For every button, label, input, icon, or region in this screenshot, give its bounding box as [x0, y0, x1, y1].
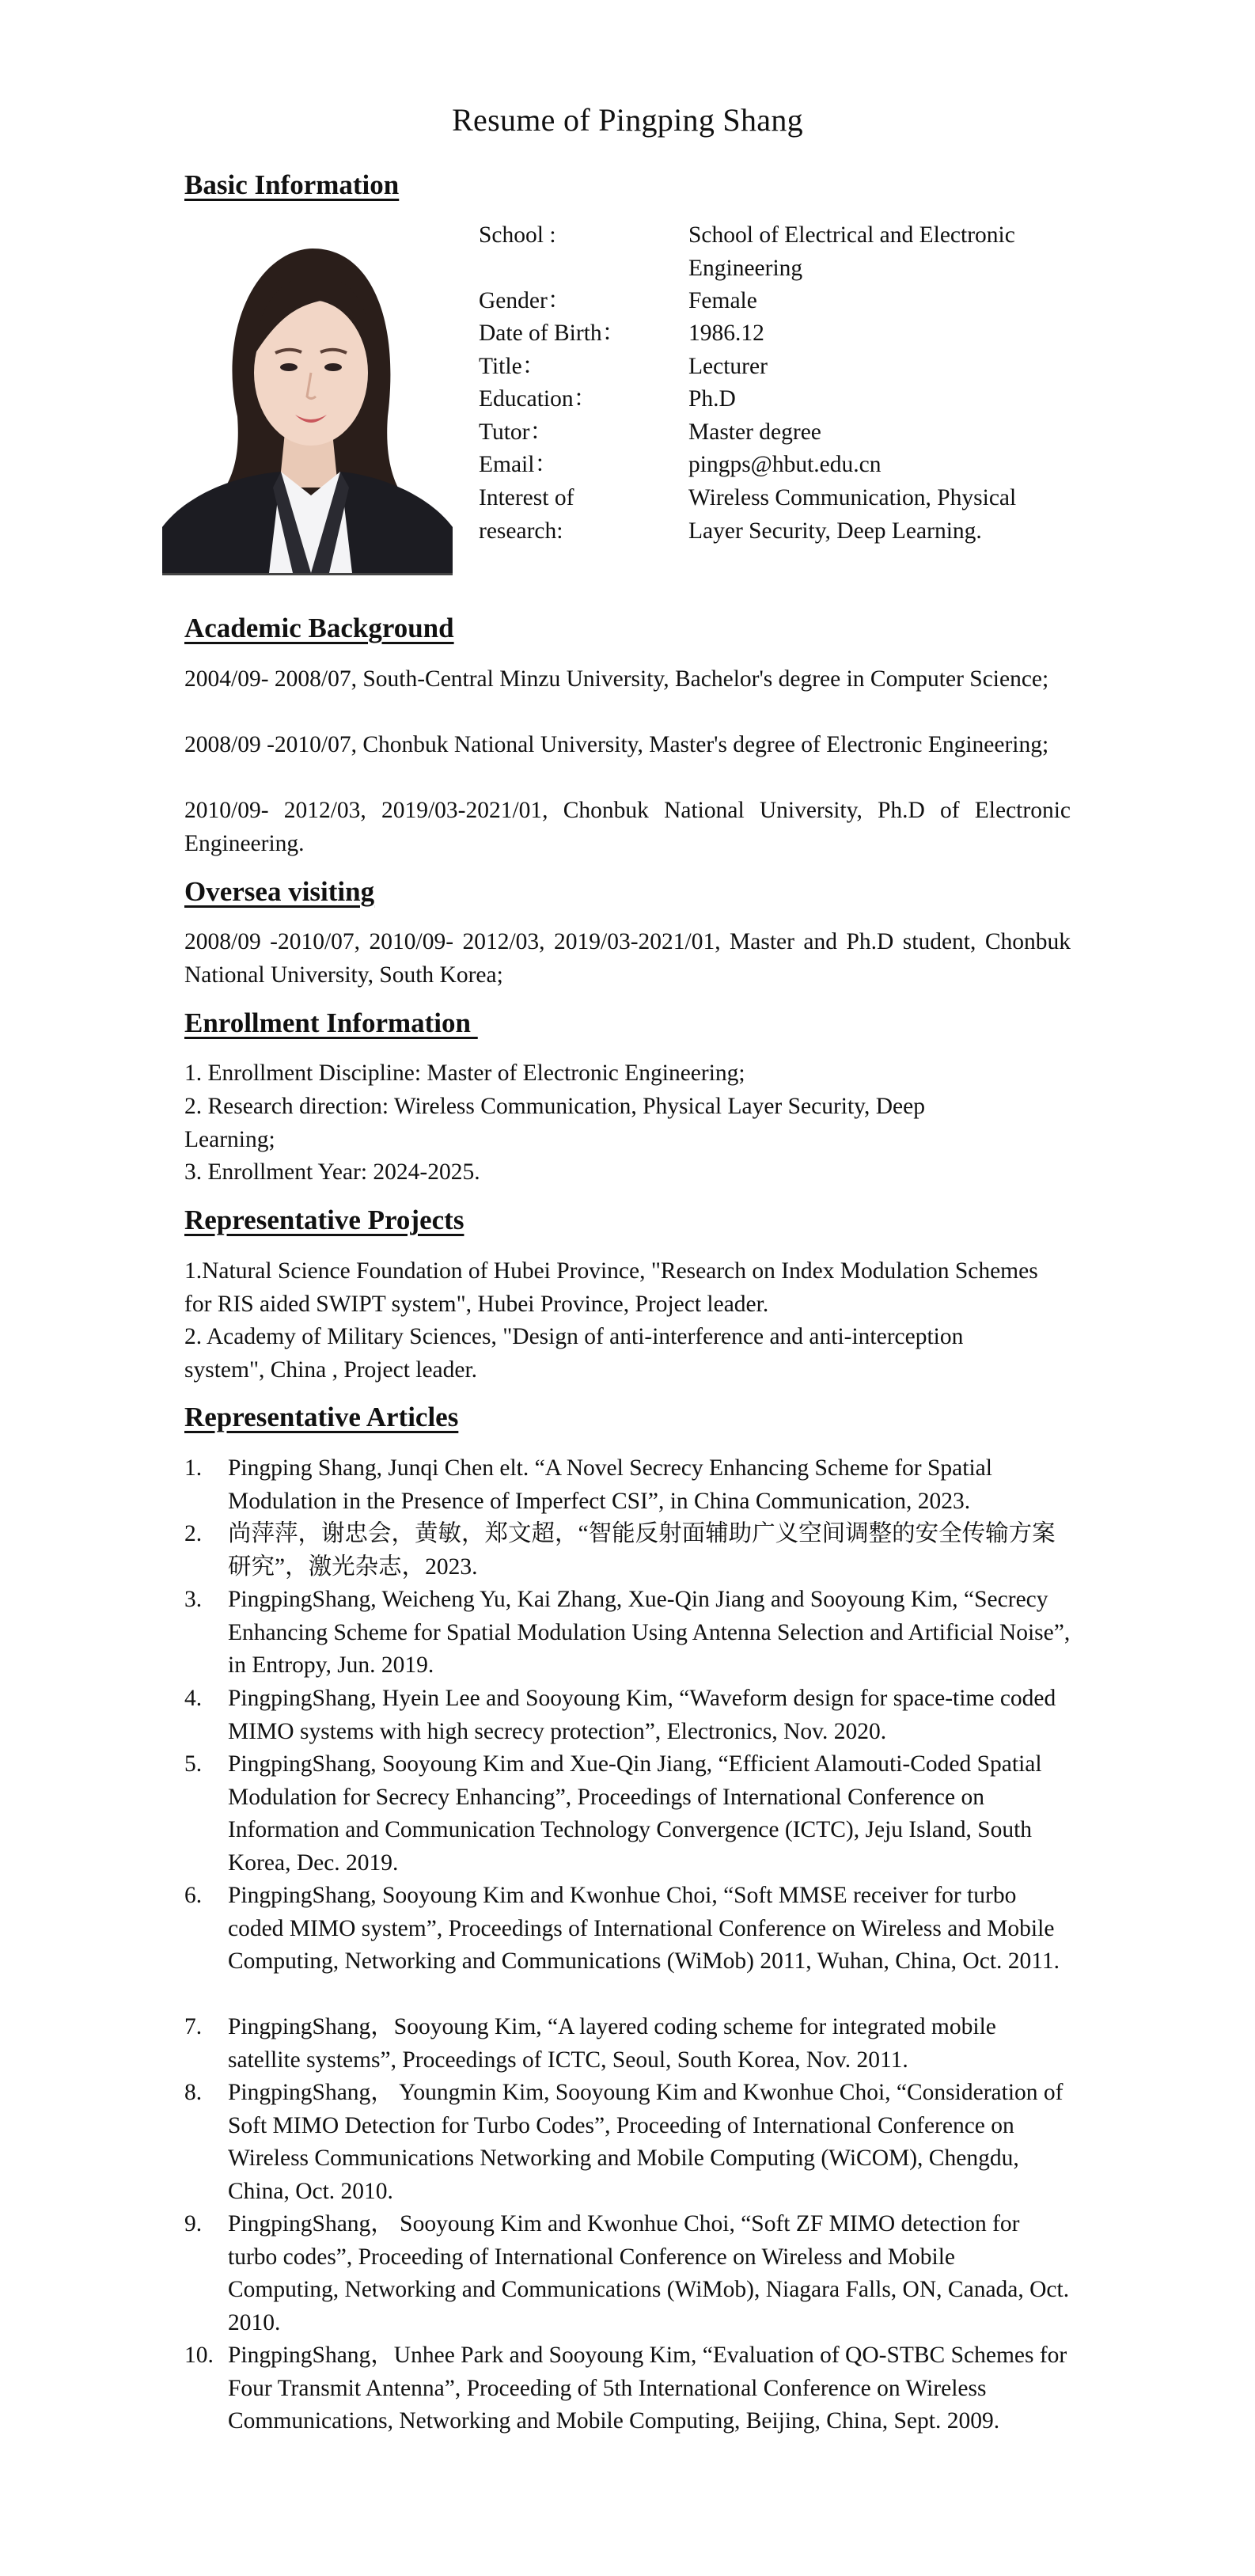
- info-value: School of Electrical and Electronic Engineering: [688, 222, 1015, 281]
- info-value: Female: [688, 288, 757, 313]
- info-label: Date of Birth：: [479, 321, 626, 346]
- project-item: 1.Natural Science Foundation of Hubei Province, "Research on Index Modulation Schemes for RIS aided SWIPT system", Hubei Province, Project leader.: [184, 1258, 1038, 1317]
- info-label: School :: [479, 222, 556, 248]
- section-heading-projects: Representative Projects: [184, 1205, 464, 1235]
- article-text: PingpingShang, Sooyoung Kim and Xue-Qin Jiang, “Efficient Alamouti-Coded Spatial Modulation for Secrecy Enhancing”, Proceedings of International Conference on Information and Communication Technology Convergence (ICTC), Jeju Island, South Korea, Dec. 2019.: [228, 1751, 1042, 1876]
- article-text: PingpingShang, Weicheng Yu, Kai Zhang, Xue-Qin Jiang and Sooyoung Kim, “Secrecy Enhancing Scheme for Spatial Modulation Using Antenna Selection and Artificial Noise”, in Entropy, Jun. 2019.: [228, 1587, 1071, 1678]
- info-label: Gender：: [479, 288, 571, 313]
- info-value: Lecturer: [688, 354, 768, 379]
- article-text: 尚萍萍，谢忠会，黄敏，郑文超，“智能反射面辅助广义空间调整的安全传输方案研究”，激光杂志，2023.: [228, 1521, 1056, 1580]
- article-text: PingpingShang， Sooyoung Kim and Kwonhue Choi, “Soft ZF MIMO detection for turbo codes”, Proceeding of International Conference on Wireless and Mobile Computing, Networking and Communications (WiMob), Niagara Falls, ON, Canada, Oct. 2010.: [228, 2211, 1070, 2335]
- info-value: Ph.D: [688, 386, 736, 412]
- info-value: pingps@hbut.edu.cn: [688, 452, 882, 477]
- article-number: 7.: [184, 2014, 203, 2039]
- article-number: 4.: [184, 1686, 203, 1711]
- info-label: Interest of research:: [479, 485, 574, 544]
- article-number: 6.: [184, 1883, 203, 1908]
- article-number: 10.: [184, 2343, 214, 2368]
- oversea-entry: 2008/09 -2010/07, 2010/09- 2012/03, 2019/03-2021/01, Master and Ph.D student, Chonbuk National University, South Korea;: [184, 929, 1071, 988]
- section-heading-oversea: Oversea visiting: [184, 876, 375, 907]
- section-heading-academic: Academic Background: [184, 613, 454, 643]
- info-label: Email：: [479, 452, 558, 477]
- article-text: PingpingShang， Youngmin Kim, Sooyoung Kim and Kwonhue Choi, “Consideration of Soft MIMO Detection for Turbo Codes”, Proceeding of International Conference on Wireless Communications Networking and Mobile Computing (WiCOM), Chengdu, China, Oct. 2010.: [228, 2080, 1064, 2204]
- article-text: PingpingShang，Unhee Park and Sooyoung Kim, “Evaluation of QO-STBC Schemes for Four Transmit Antenna”, Proceeding of 5th International Conference on Wireless Communications, Networking and Mobile Computing, Beijing, China, Sept. 2009.: [228, 2343, 1067, 2434]
- enrollment-item: 3. Enrollment Year: 2024-2025.: [184, 1159, 480, 1185]
- academic-entry: 2008/09 -2010/07, Chonbuk National University, Master's degree of Electronic Engineering;: [184, 732, 1049, 757]
- section-heading-basic: Basic Information: [184, 169, 400, 200]
- academic-entry: 2004/09- 2008/07, South-Central Minzu University, Bachelor's degree in Computer Science;: [184, 666, 1049, 692]
- info-value: 1986.12: [688, 321, 764, 346]
- page-title: Resume of Pingping Shang: [452, 102, 803, 138]
- article-text: Pingping Shang, Junqi Chen elt. “A Novel Secrecy Enhancing Scheme for Spatial Modulation in the Presence of Imperfect CSI”, in China Communication, 2023.: [228, 1455, 992, 1514]
- info-value: Master degree: [688, 419, 821, 445]
- article-number: 3.: [184, 1587, 203, 1612]
- profile-photo: [162, 234, 453, 575]
- info-label: Tutor：: [479, 419, 554, 445]
- article-text: PingpingShang, Sooyoung Kim and Kwonhue Choi, “Soft MMSE receiver for turbo coded MIMO system”, Proceedings of International Conference on Wireless and Mobile Computing, Networking and Communications (WiMob) 2011, Wuhan, China, Oct. 2011.: [228, 1883, 1060, 1974]
- info-label: Title：: [479, 354, 546, 379]
- article-number: 2.: [184, 1521, 203, 1546]
- portrait-image: [162, 234, 453, 573]
- article-text: PingpingShang，Sooyoung Kim, “A layered coding scheme for integrated mobile satellite systems”, Proceedings of ICTC, Seoul, South Korea, Nov. 2011.: [228, 2014, 996, 2073]
- section-heading-enrollment: Enrollment Information: [184, 1007, 478, 1038]
- info-label: Education：: [479, 386, 597, 412]
- article-number: 5.: [184, 1751, 203, 1777]
- article-number: 9.: [184, 2211, 203, 2236]
- project-item: 2. Academy of Military Sciences, "Design of anti-interference and anti-interception system", China , Project leader.: [184, 1324, 964, 1383]
- info-value: Wireless Communication, Physical Layer Security, Deep Learning.: [688, 485, 1017, 544]
- article-number: 8.: [184, 2080, 203, 2105]
- article-number: 1.: [184, 1455, 203, 1481]
- section-heading-articles: Representative Articles: [184, 1402, 459, 1432]
- article-text: PingpingShang, Hyein Lee and Sooyoung Kim, “Waveform design for space-time coded MIMO systems with high secrecy protection”, Electronics, Nov. 2020.: [228, 1686, 1056, 1744]
- academic-entry: 2010/09- 2012/03, 2019/03-2021/01, Chonbuk National University, Ph.D of Electronic Engineering.: [184, 798, 1071, 856]
- enrollment-item: 1. Enrollment Discipline: Master of Electronic Engineering;: [184, 1060, 745, 1086]
- enrollment-item: 2. Research direction: Wireless Communication, Physical Layer Security, Deep Learning;: [184, 1094, 925, 1152]
